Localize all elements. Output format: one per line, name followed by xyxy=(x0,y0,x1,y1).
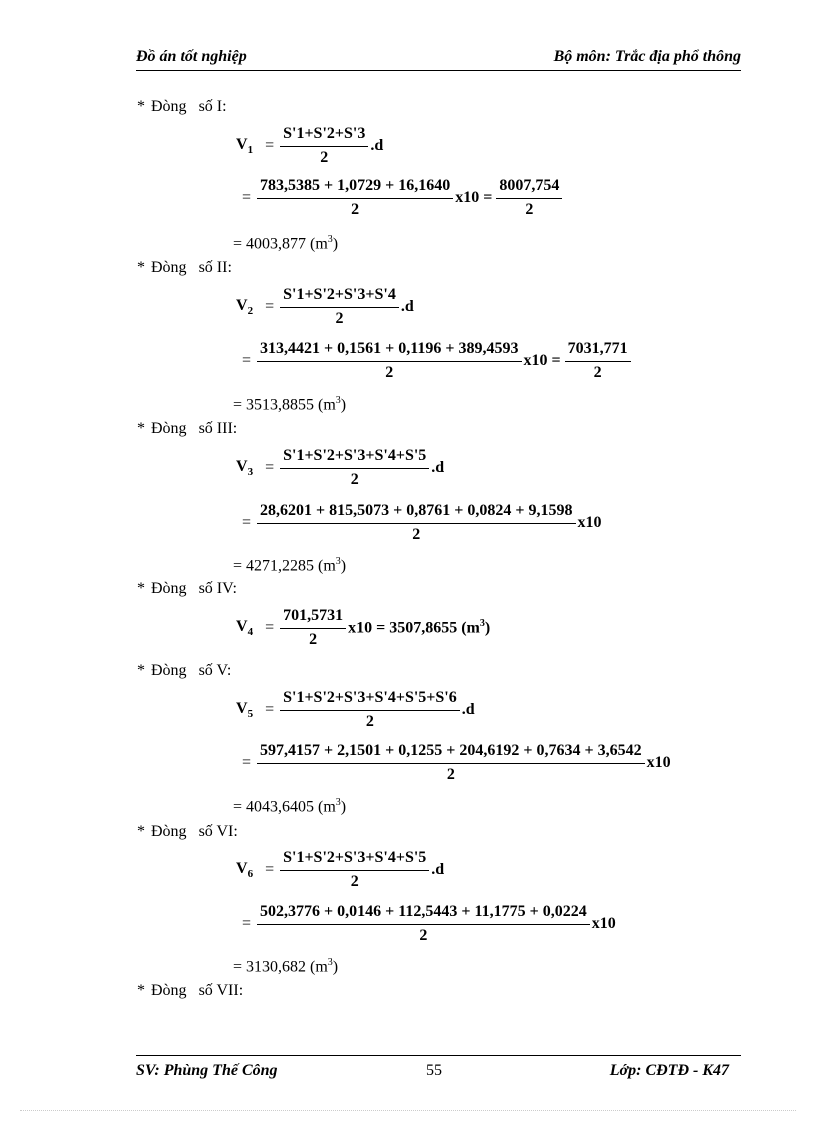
result-v6 xyxy=(233,957,338,976)
page-footer xyxy=(136,1055,741,1082)
unit-close: ) xyxy=(340,396,347,414)
fraction-denominator: 2 xyxy=(419,927,428,944)
fraction-denominator: 2 xyxy=(365,713,374,730)
result-text: = 4043,6405 (m xyxy=(233,798,336,816)
bullet-star: * xyxy=(137,580,145,597)
formula-v5: $V_5$ = $\frac{S'1+S'2+S'3+S'4+S'5+S'6}{2}$ .d xyxy=(236,689,475,730)
section-number: số VI: xyxy=(198,823,238,840)
fraction-numerator: 28,6201 + 815,5073 + 0,8761 + 0,0824 + 9,1598 xyxy=(257,502,575,524)
fraction-numerator: S'1+S'2+S'3+S'4+S'5+S'6 xyxy=(280,689,460,711)
formula-tail: x10 xyxy=(577,514,602,531)
formula-lhs-sub: 4 xyxy=(247,626,254,639)
section-number: số IV: xyxy=(198,580,237,597)
bullet-star: * xyxy=(137,823,145,840)
fraction-denominator: 2 xyxy=(385,364,394,381)
formula-v3-calc: = $\frac{28,6201 + 815,5073 + 0,8761 + 0,0824 + 9,1598}{2}$ x10 xyxy=(242,502,602,543)
formula-tail: x10 = 3507,8655 (m xyxy=(348,619,480,637)
fraction-denominator: 2 xyxy=(525,201,534,218)
formula-lhs: V xyxy=(236,699,248,717)
result-text: = 3513,8855 (m xyxy=(233,396,336,414)
formula-tail: x10 xyxy=(591,915,616,932)
header-department: Bộ môn: Trắc địa phổ thông xyxy=(553,48,741,65)
result-v3 xyxy=(233,556,346,575)
section-number: số II: xyxy=(198,259,232,276)
formula-tail: .d xyxy=(431,861,445,878)
bullet-star: * xyxy=(137,420,145,437)
section-label-2 xyxy=(137,259,232,277)
fraction-numerator: 313,4421 + 0,1561 + 0,1196 + 389,4593 xyxy=(257,340,521,362)
formula-tail: .d xyxy=(431,459,445,476)
fraction-denominator: 2 xyxy=(309,631,318,648)
unit-close: ) xyxy=(340,557,347,575)
section-word: Đòng xyxy=(151,98,187,115)
fraction-numerator: 502,3776 + 0,0146 + 112,5443 + 11,1775 + 0,0224 xyxy=(257,903,590,925)
unit-exponent: 3 xyxy=(335,395,341,406)
bullet-star: * xyxy=(137,98,145,115)
formula-v3: $V_3$ = $\frac{S'1+S'2+S'3+S'4+S'5}{2}$ .d xyxy=(236,447,445,488)
section-word: Đòng xyxy=(151,982,187,999)
result-v5 xyxy=(233,797,346,816)
unit-close: ) xyxy=(332,958,339,976)
formula-lhs: V xyxy=(236,457,248,475)
formula-tail: x10 = xyxy=(455,189,493,206)
unit-close: ) xyxy=(332,235,339,253)
section-word: Đòng xyxy=(151,580,187,597)
unit-exponent: 3 xyxy=(327,234,333,245)
result-v1 xyxy=(233,234,338,253)
formula-lhs-sub: 5 xyxy=(247,708,254,721)
result-text: = 4271,2285 (m xyxy=(233,557,336,575)
formula-tail: .d xyxy=(400,298,414,315)
page-header xyxy=(136,48,741,71)
fraction-denominator: 2 xyxy=(446,766,455,783)
bullet-star: * xyxy=(137,982,145,999)
fraction-denominator: 2 xyxy=(335,310,344,327)
fraction-numerator: S'1+S'2+S'3 xyxy=(280,125,368,147)
section-word: Đòng xyxy=(151,420,187,437)
fraction-numerator: 597,4157 + 2,1501 + 0,1255 + 204,6192 + 0,7634 + 3,6542 xyxy=(257,742,645,764)
formula-lhs: V xyxy=(236,617,248,635)
unit-exponent: 3 xyxy=(335,556,341,567)
unit-exponent: 3 xyxy=(335,797,341,808)
header-title: Đồ án tốt nghiệp xyxy=(136,48,247,65)
formula-v6-calc: = $\frac{502,3776 + 0,0146 + 112,5443 + 11,1775 + 0,0224}{2}$ x10 xyxy=(242,903,616,944)
fraction-denominator: 2 xyxy=(320,149,329,166)
unit-close: ) xyxy=(340,798,347,816)
fraction-numerator: 8007,754 xyxy=(496,177,562,199)
page-number: 55 xyxy=(426,1062,442,1079)
fraction-numerator: 783,5385 + 1,0729 + 16,1640 xyxy=(257,177,453,199)
unit-exponent: 3 xyxy=(327,957,333,968)
fraction-numerator: S'1+S'2+S'3+S'4+S'5 xyxy=(280,447,429,469)
section-label-7 xyxy=(137,982,243,1000)
formula-tail: x10 = xyxy=(523,352,561,369)
formula-lhs-sub: 2 xyxy=(247,305,254,318)
result-text: = 4003,877 (m xyxy=(233,235,328,253)
fraction-numerator: 701,5731 xyxy=(280,607,346,629)
fraction-denominator: 2 xyxy=(351,201,360,218)
footer-class: Lớp: CĐTĐ - K47 xyxy=(609,1062,729,1079)
section-word: Đòng xyxy=(151,662,187,679)
section-word: Đòng xyxy=(151,823,187,840)
formula-v5-calc: = $\frac{597,4157 + 2,1501 + 0,1255 + 204,6192 + 0,7634 + 3,6542}{2}$ x10 xyxy=(242,742,671,783)
formula-v1-calc: = $\frac{783,5385 + 1,0729 + 16,1640}{2}$ x10 = $\frac{8007,754}{2}$ xyxy=(236,177,562,219)
section-label-6 xyxy=(137,823,238,841)
section-number: số V: xyxy=(198,662,232,679)
formula-tail: x10 xyxy=(646,754,671,771)
unit-exponent: 3 xyxy=(479,618,485,630)
footer-student: SV: Phùng Thế Công xyxy=(136,1062,278,1079)
formula-v2: $V_2$ = $\frac{S'1+S'2+S'3+S'4}{2}$ .d xyxy=(236,286,414,327)
section-label-1 xyxy=(137,98,227,116)
formula-lhs-sub: 1 xyxy=(247,144,254,157)
formula-lhs: V xyxy=(236,135,248,153)
formula-v4: $V_4$ = $\frac{701,5731}{2}$ x10 = 3507,8655 $(m^3)$ xyxy=(236,607,491,648)
formula-v2-calc: = $\frac{313,4421 + 0,1561 + 0,1196 + 389,4593}{2}$ x10 = $\frac{7031,771}{2}$ xyxy=(236,340,631,382)
section-number: số III: xyxy=(198,420,238,437)
formula-lhs: V xyxy=(236,859,248,877)
bullet-star: * xyxy=(137,662,145,679)
result-text: = 3130,682 (m xyxy=(233,958,328,976)
result-v2 xyxy=(233,395,346,414)
section-label-3 xyxy=(137,420,237,438)
formula-lhs: V xyxy=(236,296,248,314)
fraction-numerator: S'1+S'2+S'3+S'4+S'5 xyxy=(280,849,429,871)
formula-tail: .d xyxy=(461,701,475,718)
fraction-denominator: 2 xyxy=(593,364,602,381)
fraction-numerator: 7031,771 xyxy=(565,340,631,362)
section-label-4 xyxy=(137,580,237,598)
section-word: Đòng xyxy=(151,259,187,276)
fraction-numerator: S'1+S'2+S'3+S'4 xyxy=(280,286,399,308)
fraction-denominator: 2 xyxy=(412,526,421,543)
formula-tail: .d xyxy=(370,137,384,154)
section-number: số I: xyxy=(198,98,227,115)
unit-close: ) xyxy=(484,619,491,637)
formula-lhs-sub: 3 xyxy=(247,466,254,479)
section-label-5 xyxy=(137,662,231,680)
fraction-denominator: 2 xyxy=(350,471,359,488)
formula-v6: $V_6$ = $\frac{S'1+S'2+S'3+S'4+S'5}{2}$ .d xyxy=(236,849,445,890)
formula-v1: $V_1$ = $\frac{S'1+S'2+S'3}{2}$ .d xyxy=(236,125,384,166)
section-number: số VII: xyxy=(198,982,244,999)
bullet-star: * xyxy=(137,259,145,276)
fraction-denominator: 2 xyxy=(350,873,359,890)
formula-lhs-sub: 6 xyxy=(247,868,254,881)
page-edge-divider xyxy=(20,1110,796,1111)
